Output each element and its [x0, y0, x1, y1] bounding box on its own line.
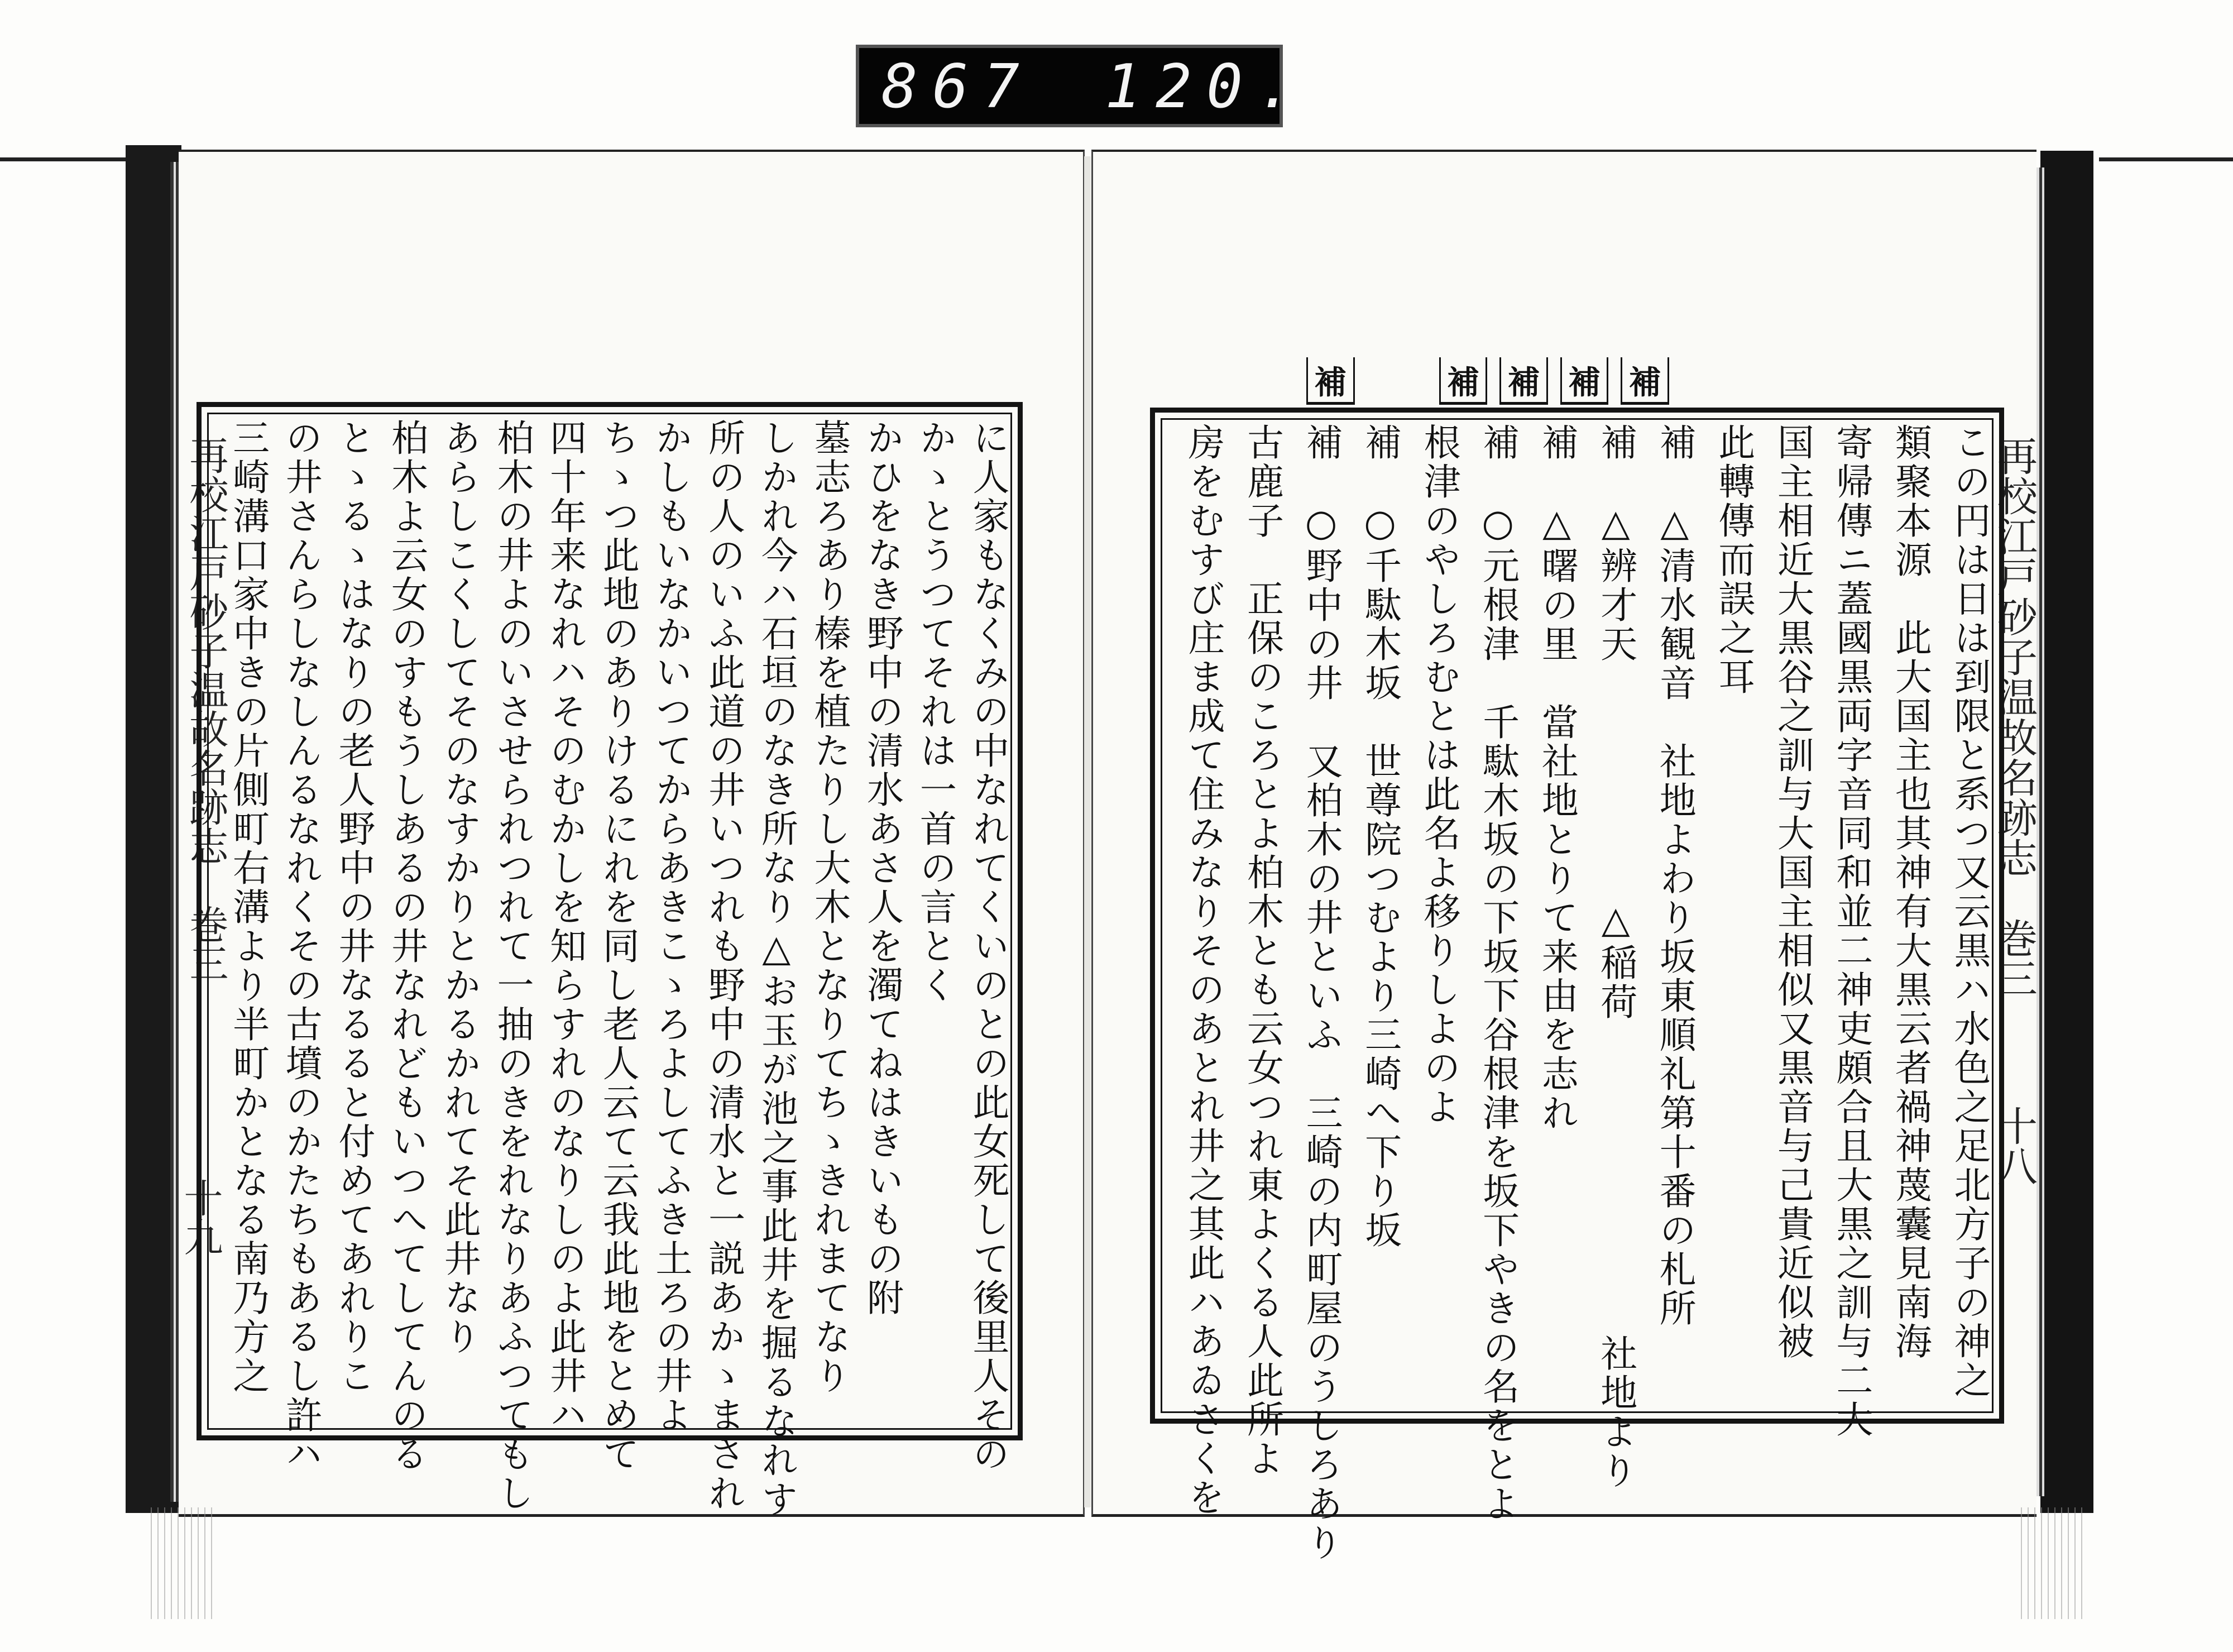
text-column: 古鹿子 正保のころとよ柏木とも云女つれ東よくる人此所よ: [1240, 423, 1284, 1478]
text-column: 墓志ろあり榛を植たりし大木となりてちゝきれまてなり: [807, 419, 851, 1396]
text-column: 国主相近大黒谷之訓与大国主相似又黒音与己貴近似被: [1771, 423, 1814, 1361]
text-column: しかれ今ハ石垣のなき所なり△お玉が池之事此井を掘るなれす: [755, 419, 798, 1519]
text-column: とゝるゝはなりの老人野中の井なるると付めてあれりこ: [332, 419, 375, 1396]
scan-id-label: [856, 45, 1309, 127]
text-column: 補 △辨才天 △稲荷 社地より: [1594, 423, 1637, 1491]
text-column: あらしこくしてそのなすかりとかるかれてそ此井なり: [438, 419, 481, 1357]
supplement-marker: 補: [1306, 357, 1355, 405]
page-edge-hatching-right: [2021, 1507, 2088, 1619]
scan-rule-right: [2099, 157, 2233, 161]
text-column: 柏木の井よのいさせられつれて一抽のきをれなりあふつてもし: [490, 419, 534, 1513]
text-column: ちゝつ此地のありけるにれを同し老人云て云我此地をとめて: [596, 419, 640, 1474]
text-column: 房をむすび庄ま成て住みなりそのあとれ井之其此ハあゐさくを: [1182, 423, 1225, 1517]
text-column: 補 △曙の里 當社地とりて来由を志れ: [1535, 423, 1579, 1133]
text-column: 補 ○元根津 千駄木坂の下坂下谷根津を坂下やきの名をとよ: [1476, 423, 1520, 1524]
scan-id-left-number: 867: [881, 52, 1034, 122]
scan-id-right-number: 120.: [1105, 52, 1309, 122]
supplement-marker: 補: [1499, 357, 1548, 405]
right-page-text: [1167, 423, 1991, 1563]
supplement-marker: 補: [1439, 357, 1488, 405]
text-column: に人家もなくみの中なれてくいのとの此女死して後里人その: [966, 419, 1009, 1474]
text-column: かひをなき野中の清水あさ人を濁てねはきいもの附: [860, 419, 904, 1318]
page-number-right: 十八: [1991, 1105, 2038, 1186]
page-edge-hatching-left: [151, 1507, 218, 1619]
text-column: かゝとうつてそれは一首の言とく: [913, 419, 957, 1005]
text-column: 補 △清水観音 社地よわり坂東順礼第十番の札所: [1653, 423, 1697, 1328]
text-column: かしもいなかいつてからあきこゝろよしてふき土ろの井よ: [649, 419, 692, 1435]
text-column: の井さんらしなしんるなれくその古墳のかたちもあるし許ハ: [279, 419, 323, 1474]
running-head-left: 再校江戸砂子温故名跡志 巻三: [183, 435, 229, 983]
supplement-marker: 補: [1560, 357, 1609, 405]
text-column: 柏木よ云女のすもうしあるの井なれどもいつへてしてんのる: [385, 419, 428, 1474]
text-column: 此轉傳而誤之耳: [1712, 423, 1755, 697]
left-page-text: [213, 419, 1009, 1519]
text-column: 補 ○千駄木坂 世尊院つむより三崎へ下り坂: [1358, 423, 1402, 1250]
supplement-marker: 補: [1621, 357, 1669, 405]
text-column: この円は日は到限と系つ又云黒ハ水色之足北方子の神之: [1947, 423, 1991, 1400]
text-column: 所の人のいふ此道の井いつれも野中の清水と一説あかゝまされ: [702, 419, 745, 1513]
running-head-right: 再校江戸砂子温故名跡志 巻三: [1991, 435, 2038, 998]
text-column: 三崎溝口家中きの片側町右溝より半町かとなる南乃方之: [226, 419, 270, 1396]
text-column: 根津のやしろむとは此名よ移りしよのよ: [1417, 423, 1461, 1127]
book-gutter: [1084, 156, 1091, 1507]
text-column: 補 ○野中の井 又柏木の井といふ 三崎の内町屋のうしろあり: [1300, 423, 1343, 1563]
text-column: 類聚本源 此大国主也其神有大黒云者禍神蔑囊見南海: [1889, 423, 1932, 1361]
text-column: 寄帰傳ニ蓋國黒両字音同和並二神吏頗合且大黒之訓与二大: [1829, 423, 1873, 1439]
book-cover-right: [2040, 151, 2093, 1513]
text-column: 四十年来なれハそのむかしを知らすれのなりしのよ此井ハ: [543, 419, 587, 1435]
page-number-left: 十九: [178, 1178, 223, 1256]
scan-rule-left: [0, 157, 145, 161]
supplement-marker-row: [1306, 357, 1669, 408]
